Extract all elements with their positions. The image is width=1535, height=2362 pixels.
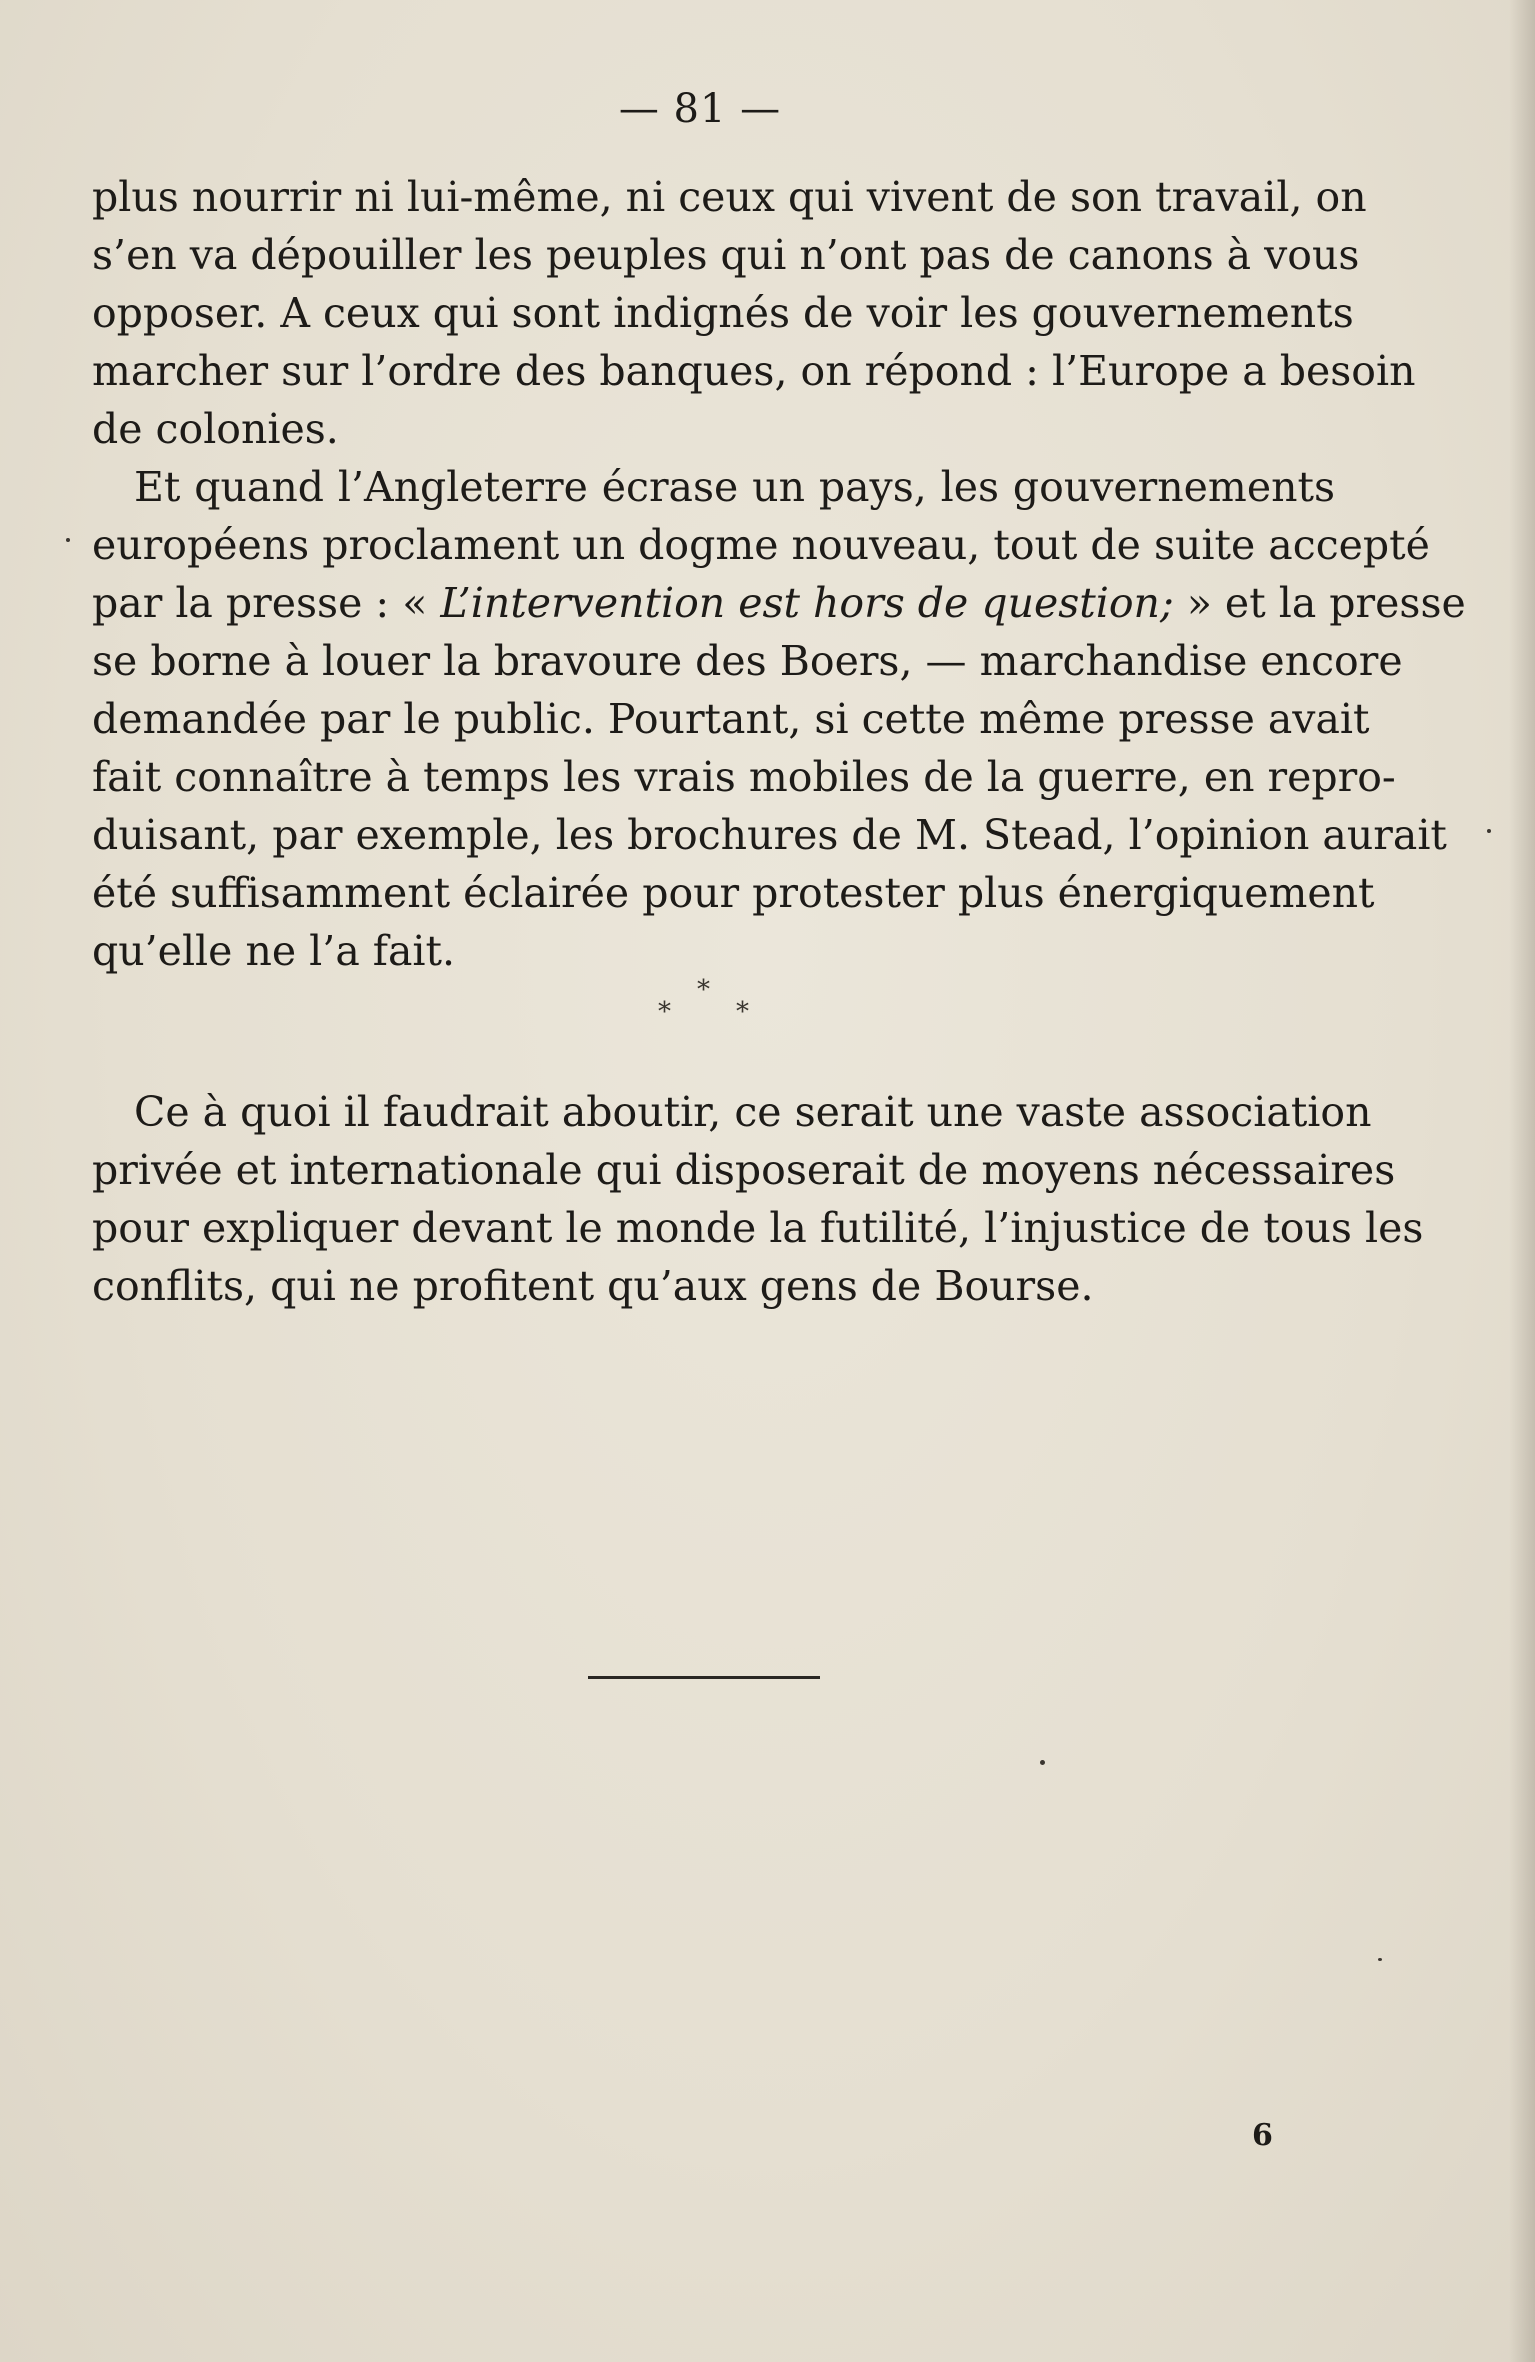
end-rule bbox=[588, 1676, 820, 1679]
text-line: Ce à quoi il faudrait aboutir, ce serait une vaste association bbox=[134, 1088, 1372, 1136]
text-line: de colonies. bbox=[92, 405, 339, 453]
paper-speck bbox=[66, 538, 70, 542]
paper-speck bbox=[1040, 1760, 1045, 1765]
text-line: se borne à louer la bravoure des Boers, — marchandise encore bbox=[92, 637, 1403, 685]
paper-speck bbox=[1378, 1958, 1382, 1961]
paragraph-3 bbox=[92, 1083, 1424, 1315]
text-line-with-quote bbox=[92, 574, 1466, 632]
text-line: Et quand l’Angleterre écrase un pays, les gouvernements bbox=[134, 463, 1335, 511]
page-number-header: — 81 — bbox=[618, 86, 782, 132]
signature-mark: 6 bbox=[1252, 2118, 1273, 2153]
paragraph-1 bbox=[92, 168, 1416, 458]
text-line: demandée par le public. Pourtant, si cette même presse avait bbox=[92, 695, 1370, 743]
asterism-separator bbox=[650, 975, 770, 1035]
text-line: marcher sur l’ordre des banques, on répond : l’Europe a besoin bbox=[92, 347, 1416, 395]
text-line: privée et internationale qui disposerait de moyens nécessaires bbox=[92, 1146, 1396, 1194]
text-line: plus nourrir ni lui-même, ni ceux qui vivent de son travail, on bbox=[92, 173, 1367, 221]
text-line: conflits, qui ne profitent qu’aux gens de Bourse. bbox=[92, 1262, 1094, 1310]
paper-speck bbox=[1487, 829, 1491, 833]
text-line: pour expliquer devant le monde la futilité, l’injustice de tous les bbox=[92, 1204, 1424, 1252]
text-line: opposer. A ceux qui sont indignés de voir les gouvernements bbox=[92, 289, 1354, 337]
italic-quote: L’intervention est hors de question; bbox=[440, 579, 1174, 627]
page-edge-shadow bbox=[1509, 0, 1535, 2362]
paragraph-2 bbox=[92, 458, 1466, 980]
text-line: été suffisamment éclairée pour protester plus énergiquement bbox=[92, 869, 1375, 917]
text-line: s’en va dépouiller les peuples qui n’ont pas de canons à vous bbox=[92, 231, 1360, 279]
asterisk: * bbox=[736, 997, 749, 1027]
asterisk: * bbox=[697, 975, 710, 1005]
quote-trail-text: » et la presse bbox=[1173, 579, 1466, 627]
text-line: fait connaître à temps les vrais mobiles de la guerre, en repro- bbox=[92, 753, 1396, 801]
asterisk: * bbox=[658, 997, 671, 1027]
quote-lead-text: par la presse : « bbox=[92, 579, 441, 627]
text-line: duisant, par exemple, les brochures de M. Stead, l’opinion aurait bbox=[92, 811, 1447, 859]
text-line: qu’elle ne l’a fait. bbox=[92, 927, 456, 975]
text-line: européens proclament un dogme nouveau, tout de suite accepté bbox=[92, 521, 1430, 569]
